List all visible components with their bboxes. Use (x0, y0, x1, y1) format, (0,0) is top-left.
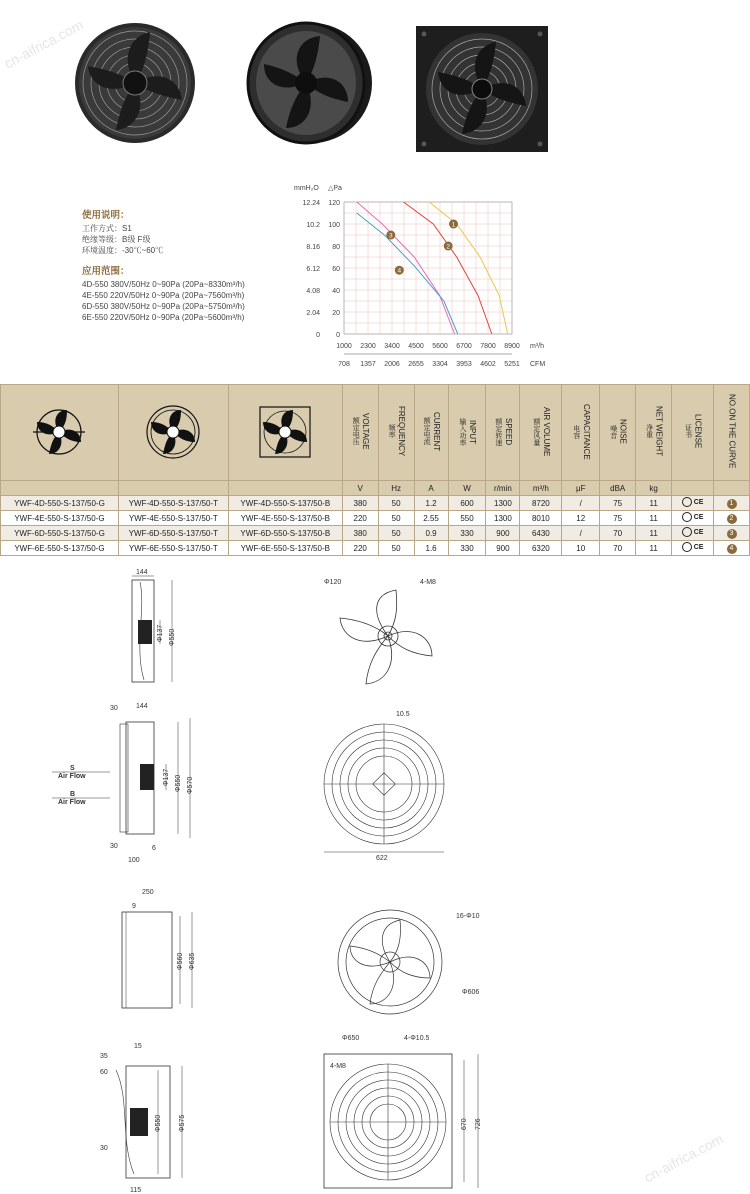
table-row (1, 511, 750, 526)
fan-photo-tube (236, 18, 376, 148)
header-fan-b (228, 385, 342, 481)
header-voltage: VOLTAGE 额定电压 (342, 385, 378, 481)
header-fan-t (118, 385, 228, 481)
header-curve-no: NO.ON THE CURVE (714, 385, 750, 481)
table-cell-v: 220 (342, 511, 378, 526)
table-cell-kg: 11 (636, 541, 672, 556)
dim-text: Φ570 (187, 776, 194, 794)
table-cell-a: 2.55 (414, 511, 448, 526)
y-tick-mmh2o: 10.2 (306, 222, 320, 229)
curve-marker-label: 1 (451, 221, 456, 229)
table-cell-air: 8720 (520, 496, 562, 511)
table-cell-curve (714, 496, 750, 511)
y-tick-pa: 100 (328, 222, 340, 229)
x-tick-m3h: 8900 (504, 343, 520, 350)
curve-badge: 3 (727, 529, 737, 539)
airflow-s-label: S (70, 765, 75, 772)
instruction-line: 绝缘等级：B级 F级 (82, 235, 151, 244)
dim-text: Φ575 (179, 1114, 186, 1132)
ccc-icon (682, 497, 692, 507)
y-tick-pa: 80 (332, 244, 340, 251)
table-row (1, 496, 750, 511)
table-cell-noise: 75 (600, 496, 636, 511)
airflow-s-text: Air Flow (58, 773, 86, 780)
dim-text: Φ650 (342, 1035, 360, 1042)
ce-mark: CE (693, 498, 704, 506)
header-fan-g (1, 385, 119, 481)
dim-text: 4-M8 (420, 579, 436, 586)
dim-text: Φ606 (462, 989, 480, 996)
x-tick-m3h: 4500 (408, 343, 424, 350)
dim-text: 30 (100, 1145, 108, 1152)
dim-text: 30 (110, 843, 118, 850)
ce-mark: CE (693, 513, 704, 521)
header-current: CURRENT 额定电流 (414, 385, 448, 481)
drawing-side-g (110, 568, 210, 688)
x-tick-m3h: 5600 (432, 343, 448, 350)
y-tick-mmh2o: 6.12 (306, 266, 320, 273)
table-cell-noise: 70 (600, 541, 636, 556)
y-tick-mmh2o: 8.16 (306, 244, 320, 251)
unit-cell: W (448, 481, 486, 496)
table-cell-g: YWF-4D-550-S-137/50-G (1, 496, 119, 511)
airflow-b-text: Air Flow (58, 799, 86, 806)
application-line: 4E-550 220V/50Hz 0~90Pa (20Pa~7560m³/h) (82, 291, 245, 300)
curve-badge: 1 (727, 499, 737, 509)
ce-mark: CE (693, 543, 704, 551)
unit-cell: V (342, 481, 378, 496)
dim-text: Φ137 (157, 624, 164, 642)
x-tick-m3h: 6700 (456, 343, 472, 350)
ccc-icon (682, 512, 692, 522)
table-cell-w: 330 (448, 526, 486, 541)
table-cell-b: YWF-4E-550-S-137/50-B (228, 511, 342, 526)
table-cell-license (672, 496, 714, 511)
header-noise: NOISE 噪音 (600, 385, 636, 481)
dim-text: 30 (110, 705, 118, 712)
table-cell-t: YWF-4E-550-S-137/50-T (118, 511, 228, 526)
table-cell-kg: 11 (636, 526, 672, 541)
curve-badge: 4 (727, 544, 737, 554)
table-header-row (1, 385, 750, 481)
unit-cell: m³/h (520, 481, 562, 496)
table-cell-v: 380 (342, 526, 378, 541)
x-tick-cfm: 3304 (432, 361, 448, 368)
table-cell-cap: / (562, 526, 600, 541)
x-tick-m3h: 7800 (480, 343, 496, 350)
y-tick-mmh2o: 2.04 (306, 310, 320, 317)
x-tick-cfm: 3953 (456, 361, 472, 368)
table-cell-w: 600 (448, 496, 486, 511)
ccc-icon (682, 542, 692, 552)
dim-text: Φ120 (324, 579, 342, 586)
y-tick-pa: 0 (336, 332, 340, 339)
table-row (1, 541, 750, 556)
table-cell-g: YWF-6E-550-S-137/50-G (1, 541, 119, 556)
y-tick-pa: 20 (332, 310, 340, 317)
table-cell-rpm: 900 (486, 541, 520, 556)
instructions-title: 使用说明： (82, 210, 130, 221)
application-title: 应用范围： (82, 266, 130, 277)
curve-marker-label: 2 (446, 243, 451, 251)
header-net-weight: NET WEIGHT 净重 (636, 385, 672, 481)
dim-text: 726 (475, 1118, 482, 1130)
table-cell-a: 0.9 (414, 526, 448, 541)
table-cell-g: YWF-4E-550-S-137/50-G (1, 511, 119, 526)
y-tick-pa: 40 (332, 288, 340, 295)
table-cell-b: YWF-6E-550-S-137/50-B (228, 541, 342, 556)
dim-text: Φ635 (189, 952, 196, 970)
x-tick-m3h: 1000 (336, 343, 352, 350)
dim-text: Φ550 (175, 774, 182, 792)
header-speed: SPEED 额定转速 (486, 385, 520, 481)
ccc-icon (682, 527, 692, 537)
table-cell-curve (714, 511, 750, 526)
x-tick-cfm: 5251 (504, 361, 520, 368)
table-cell-air: 8010 (520, 511, 562, 526)
table-row (1, 526, 750, 541)
dim-text: 250 (142, 889, 154, 896)
fan-t-icon (143, 402, 203, 462)
header-license: LICENSE 证书 (672, 385, 714, 481)
table-cell-b: YWF-4D-550-S-137/50-B (228, 496, 342, 511)
y-tick-mmh2o: 0 (316, 332, 320, 339)
header-capacitance: CAPACITANCE 电容 (562, 385, 600, 481)
table-cell-air: 6430 (520, 526, 562, 541)
table-cell-t: YWF-4D-550-S-137/50-T (118, 496, 228, 511)
unit-cell: kg (636, 481, 672, 496)
drawing-front-b (318, 1030, 498, 1194)
dim-text: 4-Φ10.5 (404, 1035, 430, 1042)
y-tick-pa: 120 (328, 200, 340, 207)
table-cell-t: YWF-6D-550-S-137/50-T (118, 526, 228, 541)
instruction-line: 环境温度：-30℃~60℃ (82, 246, 164, 255)
dim-text: 115 (130, 1187, 142, 1194)
table-cell-air: 6320 (520, 541, 562, 556)
table-cell-rpm: 1300 (486, 511, 520, 526)
dim-text: 622 (376, 855, 388, 862)
table-cell-w: 330 (448, 541, 486, 556)
x-tick-cfm: 2006 (384, 361, 400, 368)
x-tick-cfm: 708 (338, 361, 350, 368)
header-air-volume: AIR VOLUME 额定风量 (520, 385, 562, 481)
fan-photo-grill (70, 18, 200, 148)
dim-text: 60 (100, 1069, 108, 1076)
ce-mark: CE (693, 528, 704, 536)
table-cell-a: 1.6 (414, 541, 448, 556)
table-cell-kg: 11 (636, 511, 672, 526)
header-input: INPUT 输入功率 (448, 385, 486, 481)
dim-text: 10.5 (396, 711, 410, 718)
dim-text: 16-Φ10 (456, 913, 480, 920)
dim-text: Φ137 (163, 768, 170, 786)
table-cell-v: 380 (342, 496, 378, 511)
dim-text: 9 (132, 903, 136, 910)
drawing-front-t (318, 706, 468, 866)
header-frequency: FREQUENCY 频率 (378, 385, 414, 481)
table-cell-hz: 50 (378, 511, 414, 526)
table-cell-a: 1.2 (414, 496, 448, 511)
curve-marker-label: 4 (397, 267, 402, 275)
y-tick-pa: 60 (332, 266, 340, 273)
dim-text: 670 (461, 1118, 468, 1130)
dim-text: 4-M8 (330, 1063, 346, 1070)
drawing-front-g (318, 572, 458, 692)
x-label-top: m³/h (530, 343, 544, 350)
x-tick-cfm: 1357 (360, 361, 376, 368)
dim-text: 6 (152, 845, 156, 852)
x-tick-m3h: 3400 (384, 343, 400, 350)
table-cell-v: 220 (342, 541, 378, 556)
table-cell-hz: 50 (378, 526, 414, 541)
x-label-bottom: CFM (530, 361, 546, 368)
unit-cell: r/min (486, 481, 520, 496)
curve-badge: 2 (727, 514, 737, 524)
chart-svg (292, 180, 562, 380)
y-tick-mmh2o: 12.24 (302, 200, 320, 207)
performance-chart (292, 180, 562, 380)
unit-cell: μF (562, 481, 600, 496)
unit-cell: dBA (600, 481, 636, 496)
table-cell-rpm: 1300 (486, 496, 520, 511)
dim-text: 144 (136, 703, 148, 710)
application-line: 4D-550 380V/50Hz 0~90Pa (20Pa~8330m³/h) (82, 280, 245, 289)
dim-text: 15 (134, 1043, 142, 1050)
dim-text: Φ560 (177, 952, 184, 970)
table-cell-noise: 75 (600, 511, 636, 526)
application-line: 6E-550 220V/50Hz 0~90Pa (20Pa~5600m³/h) (82, 313, 245, 322)
drawing-side-tube (106, 886, 216, 1016)
y-label-left: mmH₂O (294, 185, 319, 192)
table-cell-hz: 50 (378, 541, 414, 556)
table-cell-cap: 12 (562, 511, 600, 526)
spec-table (0, 384, 750, 556)
table-cell-b: YWF-6D-550-S-137/50-B (228, 526, 342, 541)
table-cell-t: YWF-6E-550-S-137/50-T (118, 541, 228, 556)
table-cell-rpm: 900 (486, 526, 520, 541)
unit-cell: Hz (378, 481, 414, 496)
y-label-right: △Pa (328, 185, 342, 192)
table-cell-kg: 11 (636, 496, 672, 511)
table-cell-cap: / (562, 496, 600, 511)
table-cell-license (672, 511, 714, 526)
x-tick-cfm: 4602 (480, 361, 496, 368)
curve-marker-label: 3 (388, 232, 393, 240)
table-cell-cap: 10 (562, 541, 600, 556)
watermark: cn-aifrica.com (641, 1130, 726, 1186)
dim-text: Φ550 (169, 628, 176, 646)
table-cell-curve (714, 526, 750, 541)
x-tick-cfm: 2655 (408, 361, 424, 368)
table-unit-row (1, 481, 750, 496)
watermark: cn-aifrica.com (1, 16, 86, 72)
table-cell-g: YWF-6D-550-S-137/50-G (1, 526, 119, 541)
dim-text: Φ550 (155, 1114, 162, 1132)
dim-text: 35 (100, 1053, 108, 1060)
drawing-side-t (48, 700, 218, 870)
drawing-front-tube (330, 906, 490, 1016)
dim-text: 144 (136, 569, 148, 576)
table-cell-w: 550 (448, 511, 486, 526)
application-line: 6D-550 380V/50Hz 0~90Pa (20Pa~5750m³/h) (82, 302, 245, 311)
fan-b-icon (255, 402, 315, 462)
drawing-side-b (90, 1040, 220, 1194)
airflow-b-label: B (70, 791, 76, 798)
info-block (82, 210, 245, 323)
fan-photo-square (414, 24, 550, 154)
table-cell-license (672, 526, 714, 541)
fan-g-icon (29, 402, 89, 462)
x-tick-m3h: 2300 (360, 343, 376, 350)
table-cell-hz: 50 (378, 496, 414, 511)
unit-cell: A (414, 481, 448, 496)
series-line-4 (357, 213, 458, 334)
table-cell-noise: 70 (600, 526, 636, 541)
table-cell-license (672, 541, 714, 556)
table-cell-curve (714, 541, 750, 556)
dim-text: 100 (128, 857, 140, 864)
instruction-line: 工作方式：S1 (82, 224, 132, 233)
y-tick-mmh2o: 4.08 (306, 288, 320, 295)
